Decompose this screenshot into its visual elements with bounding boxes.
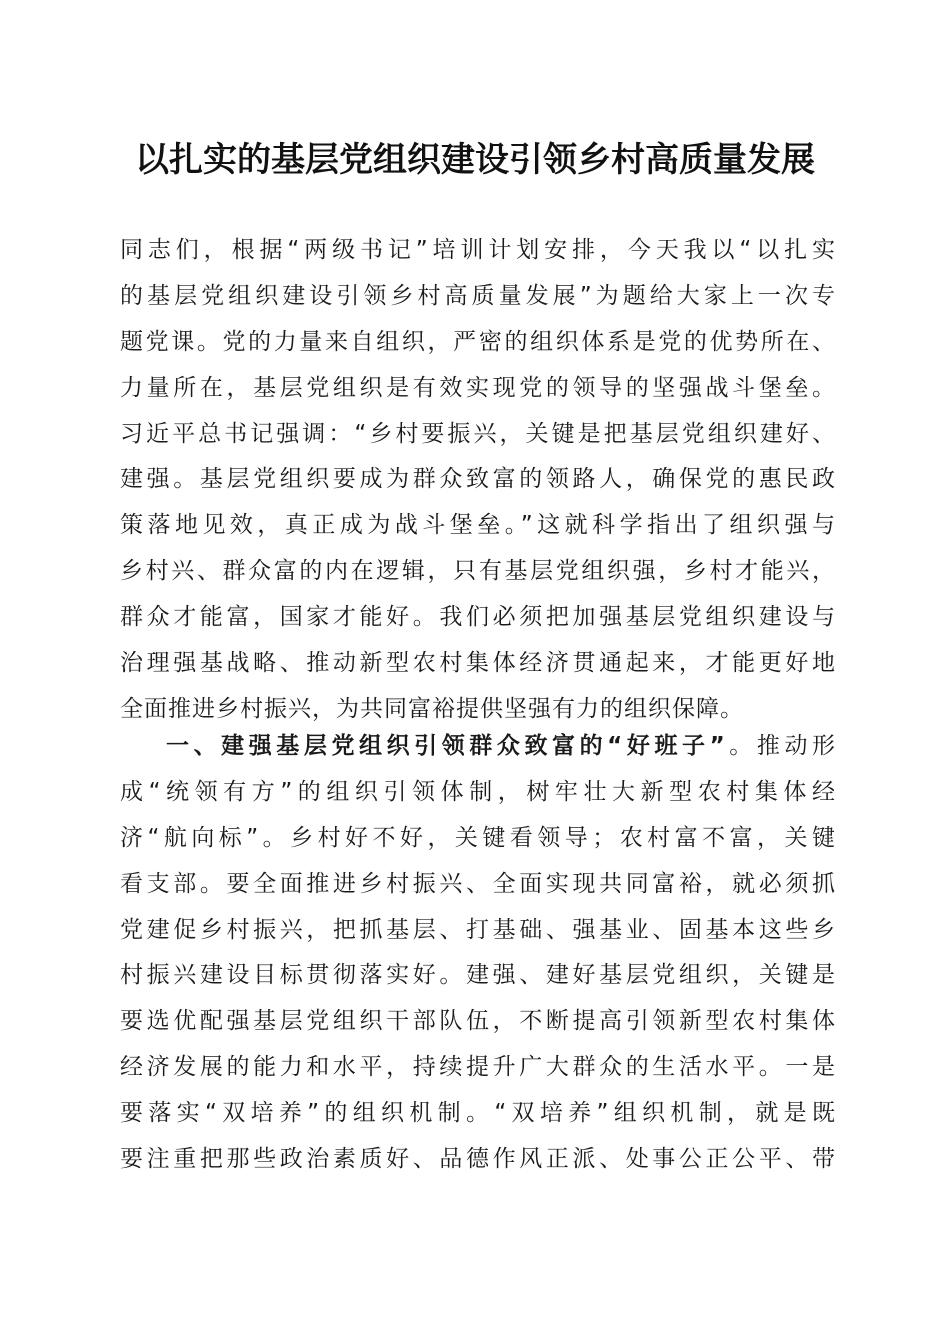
paragraph-section-one bbox=[120, 724, 836, 1183]
text-line: 题党课。党的力量来自组织，严密的组织体系是党的优势所在、 bbox=[120, 328, 836, 355]
text-line: 力量所在，基层党组织是有效实现党的领导的坚强战斗堡垒。 bbox=[120, 374, 836, 401]
paragraph-intro bbox=[120, 228, 836, 733]
text-line: 村振兴建设目标贯彻落实好。建强、建好基层党组织，关键是 bbox=[120, 962, 836, 989]
text-line: 策落地见效，真正成为战斗堡垒。”这就科学指出了组织强与 bbox=[120, 512, 836, 539]
section-heading-line bbox=[120, 724, 836, 770]
text-line: 看支部。要全面推进乡村振兴、全面实现共同富裕，就必须抓 bbox=[120, 870, 836, 897]
text-line: 经济发展的能力和水平，持续提升广大群众的生活水平。一是 bbox=[120, 1054, 836, 1081]
text-line: 习近平总书记强调：“乡村要振兴，关键是把基层党组织建好、 bbox=[120, 420, 836, 447]
document-title: 以扎实的基层党组织建设引领乡村高质量发展 bbox=[135, 140, 815, 180]
text-line: 要选优配强基层党组织干部队伍，不断提高引领新型农村集体 bbox=[120, 1008, 836, 1035]
text-line: 成“统领有方”的组织引领体制，树牢壮大新型农村集体经 bbox=[120, 778, 836, 805]
heading-line-rest: 。推动形 bbox=[725, 733, 837, 759]
text-line: 群众才能富，国家才能好。我们必须把加强基层党组织建设与 bbox=[120, 604, 836, 631]
section-heading: 一、建强基层党组织引领群众致富的“好班子” bbox=[166, 733, 726, 759]
text-line: 建强。基层党组织要成为群众致富的领路人，确保党的惠民政 bbox=[120, 466, 836, 493]
text-line: 党建促乡村振兴，把抓基层、打基础、强基业、固基本这些乡 bbox=[120, 916, 836, 943]
text-line: 的基层党组织建设引领乡村高质量发展”为题给大家上一次专 bbox=[120, 282, 836, 309]
text-line: 乡村兴、群众富的内在逻辑，只有基层党组织强，乡村才能兴， bbox=[120, 558, 836, 585]
text-line: 要落实“双培养”的组织机制。“双培养”组织机制，就是既 bbox=[120, 1100, 836, 1127]
text-line: 济“航向标”。乡村好不好，关键看领导；农村富不富，关键 bbox=[120, 824, 836, 851]
text-line: 治理强基战略、推动新型农村集体经济贯通起来，才能更好地 bbox=[120, 650, 836, 677]
text-line: 同志们，根据“两级书记”培训计划安排，今天我以“以扎实 bbox=[120, 237, 836, 263]
text-line: 要注重把那些政治素质好、品德作风正派、处事公正公平、带 bbox=[120, 1146, 836, 1173]
text-line: 全面推进乡村振兴，为共同富裕提供坚强有力的组织保障。 bbox=[120, 695, 744, 722]
